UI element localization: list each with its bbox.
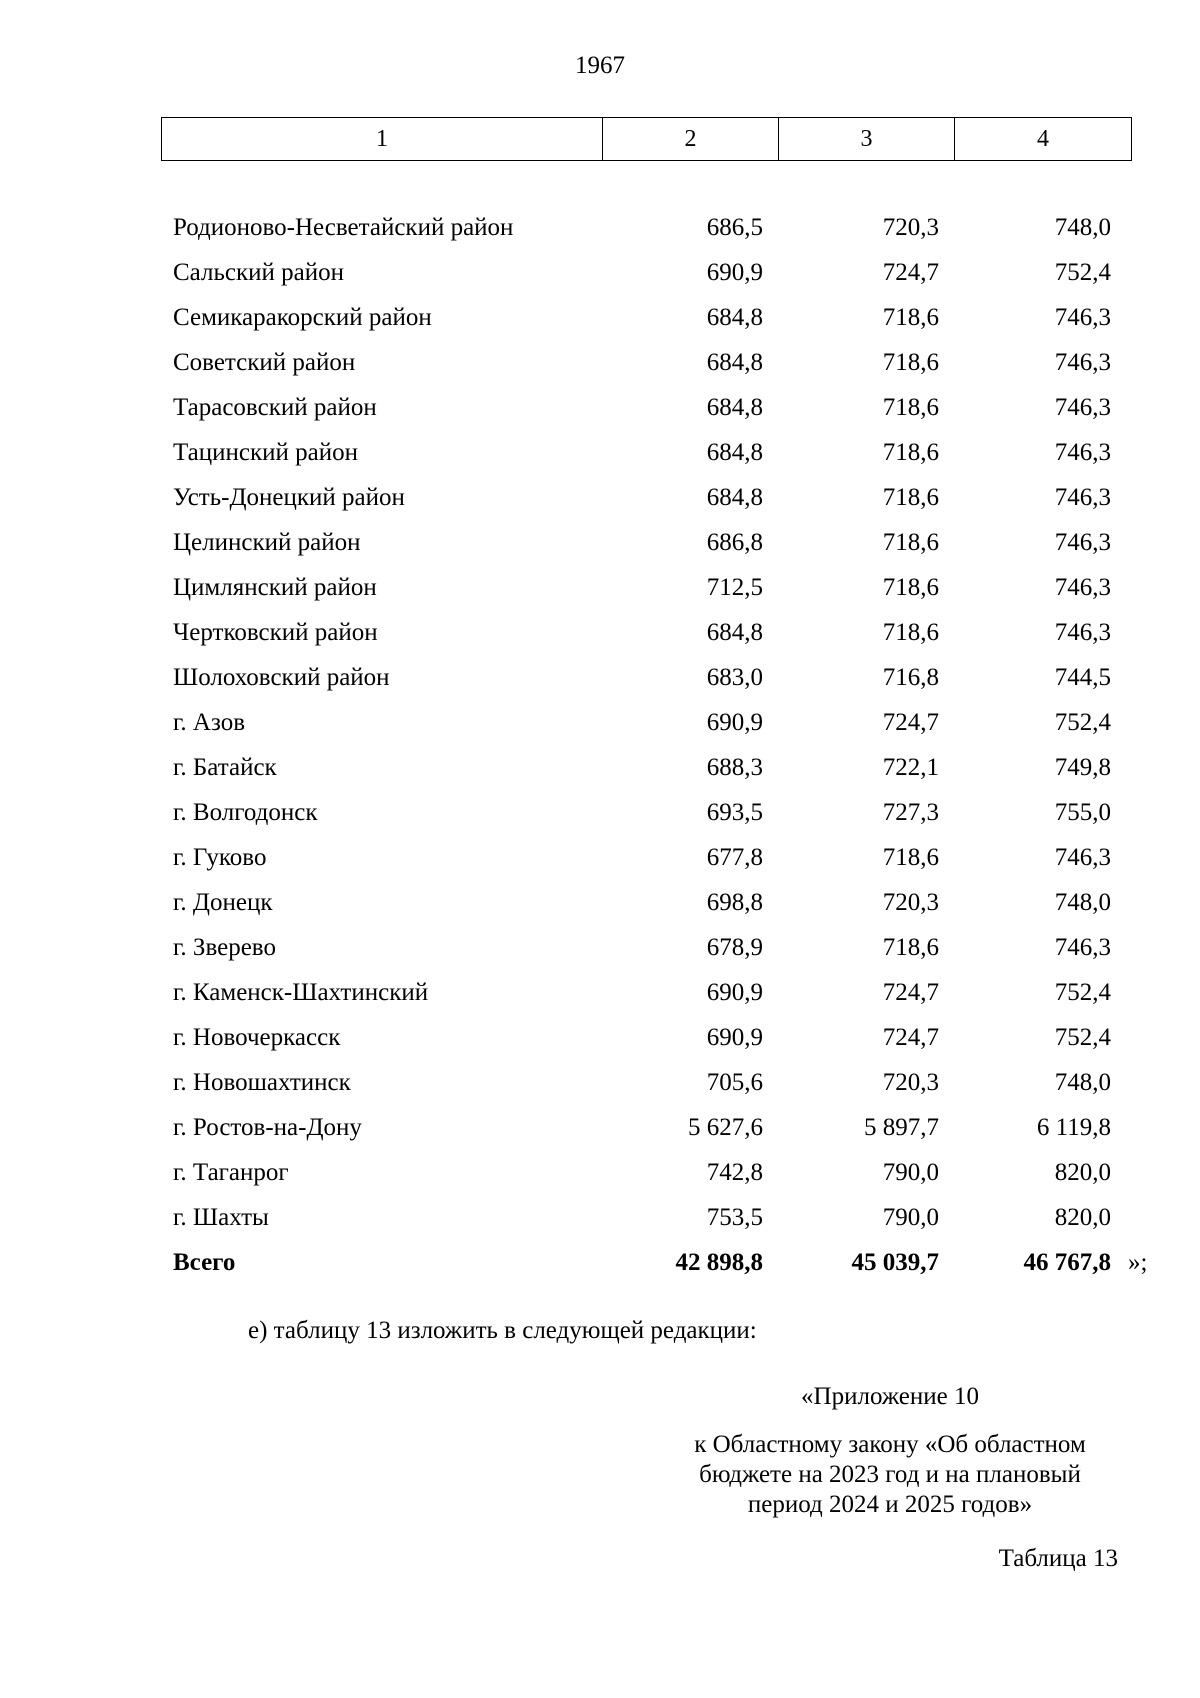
- row-value-col2: 684,8: [706, 394, 763, 421]
- row-value-col2: 684,8: [706, 439, 763, 466]
- appendix-line-2: бюджете на 2023 год и на плановый: [699, 1461, 1081, 1488]
- appendix-line-3: период 2024 и 2025 годов»: [747, 1491, 1033, 1518]
- amendment-instruction: е) таблицу 13 изложить в следующей редакции:: [248, 1317, 757, 1344]
- row-value-col3: 718,6: [882, 439, 939, 466]
- row-value-col3: 790,0: [882, 1159, 939, 1186]
- total-label: Всего: [173, 1249, 236, 1276]
- row-value-col4: 746,3: [1054, 529, 1111, 556]
- table-row: [161, 1015, 1161, 1060]
- row-value-col4: 6 119,8: [1036, 1114, 1111, 1141]
- row-value-col3: 718,6: [882, 934, 939, 961]
- appendix-line-1: к Областному закону «Об областном: [694, 1431, 1086, 1458]
- row-value-col2: 678,9: [706, 934, 763, 961]
- row-name: г. Азов: [173, 709, 246, 736]
- row-name: г. Волгодонск: [173, 799, 318, 826]
- row-value-col4: 748,0: [1054, 214, 1111, 241]
- row-name: г. Новочеркасск: [173, 1024, 341, 1051]
- header-row: [162, 118, 1132, 161]
- row-value-col3: 718,6: [882, 529, 939, 556]
- row-value-col4: 748,0: [1054, 889, 1111, 916]
- row-value-col4: 746,3: [1054, 394, 1111, 421]
- row-value-col4: 752,4: [1054, 979, 1111, 1006]
- table-row: [161, 205, 1161, 250]
- table-row: [161, 340, 1161, 385]
- row-value-col2: 712,5: [706, 574, 763, 601]
- row-value-col2: 690,9: [706, 259, 763, 286]
- row-value-col2: 684,8: [706, 349, 763, 376]
- row-value-col3: 718,6: [882, 304, 939, 331]
- row-value-col3: 724,7: [882, 709, 939, 736]
- table-row: [161, 835, 1161, 880]
- row-value-col3: 718,6: [882, 484, 939, 511]
- total-row: [161, 1240, 1161, 1285]
- data-rows: [161, 205, 1161, 1285]
- total-value-col4: 46 767,8: [1023, 1249, 1111, 1276]
- row-value-col4: 746,3: [1054, 439, 1111, 466]
- row-name: Шолоховский район: [173, 664, 390, 691]
- row-value-col2: 690,9: [706, 709, 763, 736]
- row-value-col2: 753,5: [706, 1204, 763, 1231]
- row-value-col3: 722,1: [882, 754, 939, 781]
- table-row: [161, 880, 1161, 925]
- row-value-col3: 718,6: [882, 394, 939, 421]
- row-name: Тарасовский район: [173, 394, 377, 421]
- row-value-col2: 690,9: [706, 979, 763, 1006]
- row-value-col2: 690,9: [706, 1024, 763, 1051]
- table-label: Таблица 13: [998, 1545, 1118, 1572]
- table-row: [161, 295, 1161, 340]
- row-name: Цимлянский район: [173, 574, 377, 601]
- row-value-col2: 705,6: [706, 1069, 763, 1096]
- row-value-col2: 686,8: [706, 529, 763, 556]
- row-value-col2: 684,8: [706, 304, 763, 331]
- row-value-col4: 752,4: [1054, 709, 1111, 736]
- header-col-3: 3: [779, 118, 955, 161]
- row-name: г. Новошахтинск: [173, 1069, 351, 1096]
- table-row: [161, 925, 1161, 970]
- row-value-col4: 755,0: [1054, 799, 1111, 826]
- row-value-col4: 746,3: [1054, 934, 1111, 961]
- row-value-col3: 5 897,7: [864, 1114, 939, 1141]
- header-col-2: 2: [603, 118, 779, 161]
- row-name: г. Донецк: [173, 889, 273, 916]
- column-number-header: [161, 117, 1132, 161]
- row-name: г. Ростов-на-Дону: [173, 1114, 362, 1141]
- table-row: [161, 1150, 1161, 1195]
- row-value-col3: 790,0: [882, 1204, 939, 1231]
- table-row: [161, 745, 1161, 790]
- row-name: Советский район: [173, 349, 356, 376]
- row-value-col4: 746,3: [1054, 484, 1111, 511]
- row-name: Тацинский район: [173, 439, 358, 466]
- row-value-col2: 684,8: [706, 619, 763, 646]
- table-row: [161, 565, 1161, 610]
- row-value-col2: 677,8: [706, 844, 763, 871]
- row-value-col2: 688,3: [706, 754, 763, 781]
- row-value-col3: 724,7: [882, 259, 939, 286]
- row-value-col2: 686,5: [706, 214, 763, 241]
- row-name: Сальский район: [173, 259, 344, 286]
- header-col-4: 4: [955, 118, 1132, 161]
- row-value-col3: 718,6: [882, 349, 939, 376]
- total-value-col3: 45 039,7: [851, 1249, 939, 1276]
- row-value-col4: 820,0: [1054, 1204, 1111, 1231]
- row-value-col4: 820,0: [1054, 1159, 1111, 1186]
- row-value-col4: 746,3: [1054, 619, 1111, 646]
- table-row: [161, 430, 1161, 475]
- closing-quote: »;: [1128, 1249, 1148, 1276]
- table-row: [161, 1060, 1161, 1105]
- row-value-col3: 718,6: [882, 574, 939, 601]
- row-value-col2: 698,8: [706, 889, 763, 916]
- table-row: [161, 385, 1161, 430]
- table-row: [161, 1105, 1161, 1150]
- total-value-col2: 42 898,8: [675, 1249, 763, 1276]
- row-value-col4: 746,3: [1054, 844, 1111, 871]
- row-value-col4: 744,5: [1054, 664, 1111, 691]
- row-name: Целинский район: [173, 529, 361, 556]
- row-value-col2: 742,8: [706, 1159, 763, 1186]
- table-row: [161, 250, 1161, 295]
- row-name: г. Шахты: [173, 1204, 269, 1231]
- row-value-col3: 720,3: [882, 1069, 939, 1096]
- row-value-col3: 724,7: [882, 1024, 939, 1051]
- row-value-col3: 720,3: [882, 889, 939, 916]
- row-value-col2: 5 627,6: [688, 1114, 763, 1141]
- table-row: [161, 475, 1161, 520]
- row-value-col3: 718,6: [882, 619, 939, 646]
- row-value-col4: 746,3: [1054, 349, 1111, 376]
- row-name: г. Батайск: [173, 754, 277, 781]
- row-name: г. Таганрог: [173, 1159, 289, 1186]
- row-value-col2: 683,0: [706, 664, 763, 691]
- row-value-col4: 746,3: [1054, 574, 1111, 601]
- row-value-col4: 746,3: [1054, 304, 1111, 331]
- row-value-col3: 718,6: [882, 844, 939, 871]
- page-number: 1967: [575, 52, 625, 79]
- row-value-col3: 716,8: [882, 664, 939, 691]
- row-name: г. Зверево: [173, 934, 276, 961]
- table-row: [161, 610, 1161, 655]
- appendix-heading: [650, 1382, 1130, 1520]
- row-value-col4: 752,4: [1054, 1024, 1111, 1051]
- table-row: [161, 1195, 1161, 1240]
- table-row: [161, 970, 1161, 1015]
- row-name: г. Каменск-Шахтинский: [173, 979, 429, 1006]
- row-name: г. Гуково: [173, 844, 267, 871]
- row-name: Чертковский район: [173, 619, 378, 646]
- table-row: [161, 790, 1161, 835]
- row-value-col3: 724,7: [882, 979, 939, 1006]
- row-value-col2: 693,5: [706, 799, 763, 826]
- table-row: [161, 700, 1161, 745]
- row-value-col4: 749,8: [1054, 754, 1111, 781]
- row-name: Усть-Донецкий район: [173, 484, 405, 511]
- table-row: [161, 520, 1161, 565]
- appendix-title: «Приложение 10: [801, 1383, 979, 1410]
- row-name: Родионово-Несветайский район: [173, 214, 514, 241]
- row-name: Семикаракорский район: [173, 304, 432, 331]
- row-value-col4: 748,0: [1054, 1069, 1111, 1096]
- header-col-1: 1: [162, 118, 603, 161]
- table-row: [161, 655, 1161, 700]
- row-value-col2: 684,8: [706, 484, 763, 511]
- row-value-col3: 720,3: [882, 214, 939, 241]
- row-value-col4: 752,4: [1054, 259, 1111, 286]
- row-value-col3: 727,3: [882, 799, 939, 826]
